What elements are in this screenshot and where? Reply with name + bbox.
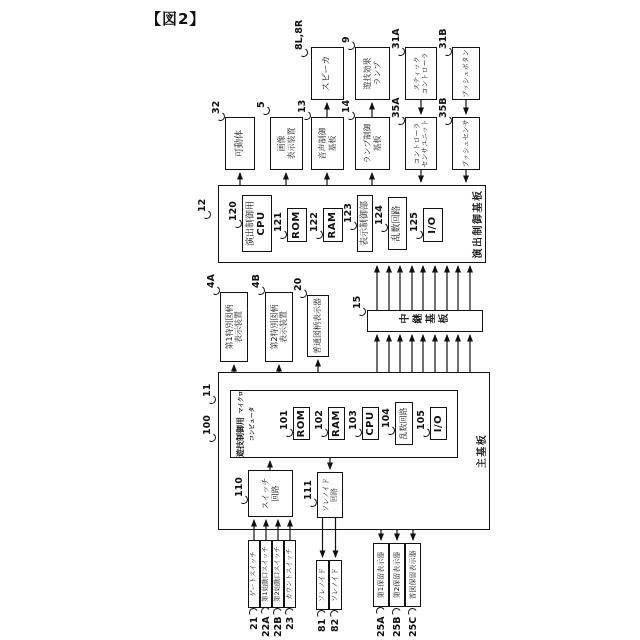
- ref-effect-io: 125: [409, 212, 420, 232]
- special-display-1-line1: 第1特別図柄: [224, 304, 234, 350]
- ref-special-display-2: 4B: [251, 274, 262, 288]
- ref-main-io: 105: [416, 410, 427, 430]
- main-io-label: I/O: [432, 414, 444, 433]
- special-display-2-line2: 表示装置: [279, 311, 288, 343]
- image-display-line2: 表示装置: [286, 127, 296, 160]
- switch-circuit-line1: スイッチ: [261, 477, 271, 510]
- count-switch-label: カウントスイッチ: [285, 548, 294, 600]
- wire-group: [234, 97, 470, 557]
- sound-board-line2: 基板: [327, 135, 337, 152]
- ref-main-random: 104: [381, 408, 392, 428]
- ref-main-cpu: 103: [348, 410, 359, 430]
- board-relay-label: 中継基板: [399, 315, 451, 327]
- sound-board-line1: 音声制御: [318, 127, 328, 160]
- main-rom-label: ROM: [295, 409, 307, 438]
- ref-switch-circuit: 110: [234, 477, 245, 497]
- effect-rom-label: ROM: [291, 211, 303, 239]
- ref-stick-controller: 31A: [391, 28, 402, 49]
- micom-label-line1: 遊技制御用: [236, 417, 245, 458]
- solenoid-82-label: ソレノイド: [331, 567, 340, 603]
- ref-push-button: 31B: [438, 28, 449, 49]
- push-button-label: プッシュボタン: [461, 49, 470, 98]
- board-main-label: 主基板: [477, 433, 488, 469]
- ref-sound-board: 13: [297, 99, 308, 113]
- push-sensor-label: プッシュセンサ: [461, 119, 470, 168]
- board-effect-control-label: 演出制御基板: [473, 189, 484, 259]
- figure-label: 【図2】: [146, 10, 206, 28]
- effect-cpu-line1: 演出制御用: [245, 201, 256, 247]
- effect-random-label: 乱数回路: [392, 205, 403, 242]
- hold-display-2-label: 第2保留表示器: [392, 551, 401, 599]
- hold-display-1-label: 第1保留表示器: [376, 551, 385, 599]
- connector-lines: [145, 15, 505, 640]
- micom-label-line2: マイクロコンピュータ: [238, 390, 256, 442]
- movable-body-label: 可動体: [234, 130, 245, 158]
- ctrl-sensor-line1: コントローラ: [412, 122, 421, 165]
- ref-hold-display-3: 25C: [408, 616, 419, 637]
- effect-lamp-line1: 遊技効果: [363, 57, 373, 90]
- ref-lamp-board: 14: [341, 99, 352, 113]
- ref-solenoid-82: 82: [330, 618, 341, 632]
- switch-circuit-line2: 回路: [270, 485, 280, 502]
- solenoid-circuit-line1: ソレノイド: [321, 477, 330, 513]
- ref-normal-display: 20: [293, 277, 304, 291]
- ref-image-display: 5: [256, 101, 267, 108]
- solenoid-circuit-line2: 回路: [330, 488, 338, 502]
- ref-main-board: 11: [202, 383, 213, 397]
- ref-movable-body: 32: [211, 100, 222, 114]
- main-ram-label: RAM: [330, 410, 342, 437]
- effect-lamp-line2: ランプ: [372, 61, 382, 86]
- main-random-label: 乱数回路: [399, 407, 409, 440]
- ref-display-ctrl: 123: [343, 203, 354, 223]
- ref-effect-random: 124: [374, 205, 385, 225]
- main-cpu-label: CPU: [364, 411, 376, 436]
- ref-gate-switch: 21: [249, 616, 260, 630]
- diagram-canvas: [145, 15, 505, 640]
- ctrl-sensor-line2: センサユニット: [421, 119, 429, 168]
- ref-solenoid-circuit: 111: [303, 480, 314, 500]
- ref-count-switch: 23: [285, 616, 296, 630]
- effect-cpu-line2: CPU: [256, 211, 268, 236]
- ref-effect-ram: 122: [309, 212, 320, 232]
- ref-push-sensor: 35B: [438, 97, 449, 118]
- image-display-line1: 画像: [277, 135, 287, 152]
- ref-speaker: 8L,8R: [294, 19, 305, 50]
- speaker-label: スピーカ: [322, 55, 333, 92]
- ref-effect-cpu: 120: [228, 201, 239, 221]
- ref-solenoid-81: 81: [317, 618, 328, 632]
- ref-special-display-1: 4A: [206, 274, 217, 288]
- special-display-2-line1: 第2特別図柄: [269, 304, 279, 350]
- display-control-label: 表示制御部: [359, 201, 370, 247]
- gate-switch-label: ゲートスイッチ: [249, 551, 258, 597]
- ref-effect-rom: 121: [273, 212, 284, 232]
- start2-switch-label: 第2始動口スイッチ: [273, 546, 282, 602]
- stick-controller-line1: スティック: [412, 56, 421, 91]
- effect-io-label: I/O: [427, 216, 439, 234]
- lamp-board-line1: ランプ制御: [363, 123, 373, 164]
- effect-ram-label: RAM: [327, 211, 339, 239]
- ref-relay-board: 15: [352, 295, 363, 309]
- ref-start1-switch: 22A: [261, 616, 272, 637]
- solenoid-81-label: ソレノイド: [318, 567, 327, 603]
- ref-start2-switch: 22B: [273, 616, 284, 637]
- ref-ctrl-sensor: 35A: [391, 97, 402, 118]
- stick-controller-line2: コントローラ: [421, 52, 429, 95]
- ref-main-rom: 101: [279, 410, 290, 430]
- ref-effect-board: 12: [197, 198, 208, 212]
- hold-display-3-label: 普図保留表示器: [408, 550, 417, 600]
- ref-hold-display-2: 25B: [392, 616, 403, 637]
- lamp-board-line2: 基板: [372, 135, 382, 152]
- ref-effect-lamp: 9: [341, 36, 352, 43]
- ref-micom: 100: [202, 415, 213, 435]
- start1-switch-label: 第1始動口スイッチ: [261, 546, 270, 602]
- ref-hold-display-1: 25A: [376, 616, 387, 637]
- ref-main-ram: 102: [314, 410, 325, 430]
- special-display-1-line2: 表示装置: [234, 311, 243, 343]
- normal-display-label: 普通図柄表示器: [313, 298, 323, 354]
